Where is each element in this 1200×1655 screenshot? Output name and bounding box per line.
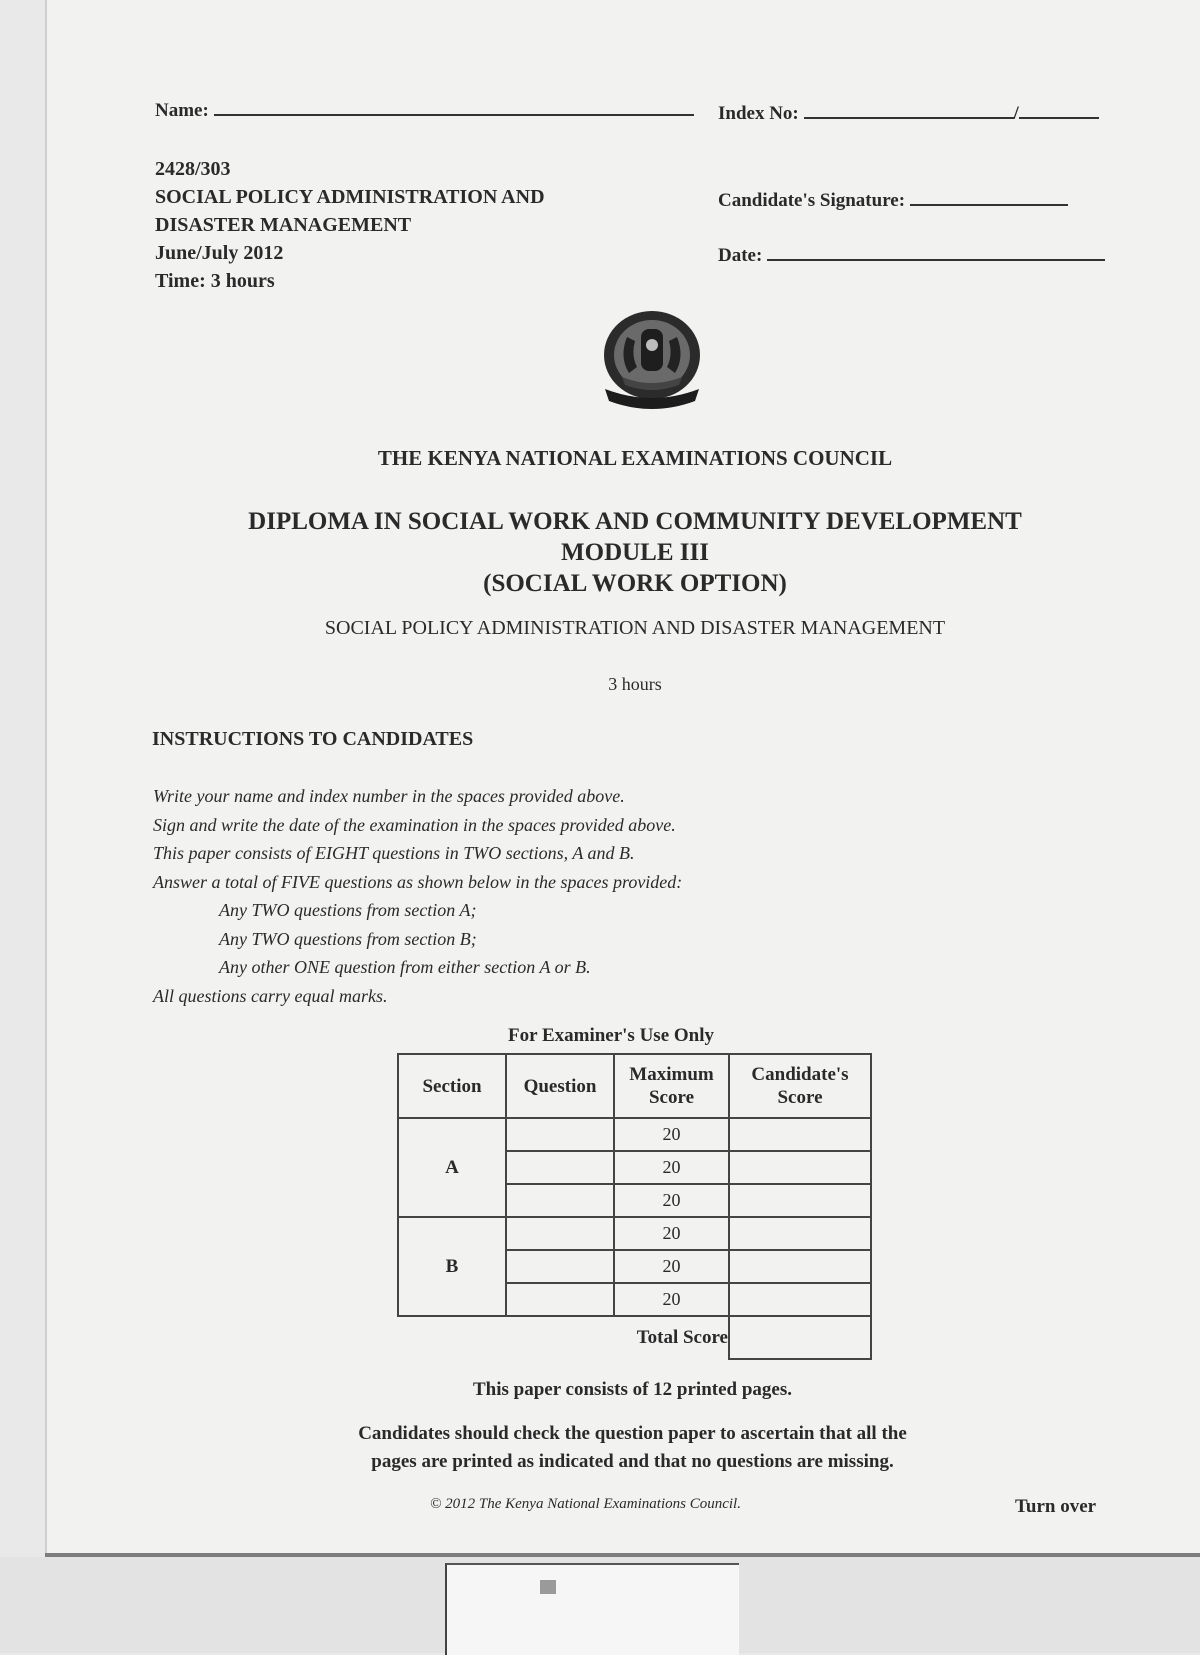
signature-line[interactable] — [910, 204, 1068, 206]
header-candidate-score: Candidate's Score — [729, 1054, 871, 1118]
instruction-line: Write your name and index number in the spaces provided above. — [153, 786, 625, 806]
index-field — [718, 103, 1099, 125]
name-field — [155, 100, 694, 122]
candidate-score-cell[interactable] — [729, 1184, 871, 1217]
header-question: Question — [506, 1054, 614, 1118]
question-cell[interactable] — [506, 1250, 614, 1283]
subject-title: SOCIAL POLICY ADMINISTRATION AND DISASTER MANAGEMENT — [324, 617, 946, 639]
council-name: THE KENYA NATIONAL EXAMINATIONS COUNCIL — [377, 446, 893, 470]
name-line[interactable] — [214, 114, 694, 116]
index-slash: / — [1013, 103, 1019, 124]
diploma-title — [0, 506, 1200, 599]
coat-of-arms-icon — [597, 307, 707, 417]
question-cell[interactable] — [506, 1118, 614, 1151]
instruction-line: This paper consists of EIGHT questions in TWO sections, A and B. — [153, 843, 635, 863]
index-check-line[interactable] — [1019, 117, 1099, 119]
max-score-cell: 20 — [614, 1283, 729, 1316]
page-edge — [45, 1553, 1200, 1557]
candidate-score-cell[interactable] — [729, 1250, 871, 1283]
check-note-line2: pages are printed as indicated and that no questions are missing. — [371, 1451, 894, 1472]
question-cell[interactable] — [506, 1184, 614, 1217]
name-label: Name: — [155, 100, 209, 121]
check-note-line1: Candidates should check the question paper to ascertain that all the — [358, 1423, 907, 1444]
total-row — [398, 1316, 871, 1359]
instruction-line: All questions carry equal marks. — [153, 985, 388, 1006]
question-cell[interactable] — [506, 1151, 614, 1184]
instruction-line: Any TWO questions from section A; — [219, 900, 477, 920]
time: Time: 3 hours — [155, 270, 275, 292]
date-label: Date: — [718, 245, 763, 266]
date-line[interactable] — [767, 259, 1105, 261]
candidate-score-cell[interactable] — [729, 1283, 871, 1316]
paper-code: 2428/303 — [155, 158, 231, 180]
score-table-caption: For Examiner's Use Only — [508, 1025, 715, 1046]
turn-over: Turn over — [1015, 1496, 1097, 1517]
score-table — [397, 1053, 872, 1360]
section-a-cell: A — [398, 1118, 506, 1217]
session: June/July 2012 — [155, 242, 284, 264]
paper-meta — [155, 155, 545, 295]
max-score-cell: 20 — [614, 1250, 729, 1283]
max-score-cell: 20 — [614, 1184, 729, 1217]
diploma-line1: DIPLOMA IN SOCIAL WORK AND COMMUNITY DEVELOPMENT — [248, 508, 1022, 535]
header-maximum-score: Maximum Score — [614, 1054, 729, 1118]
total-score-cell[interactable] — [729, 1316, 871, 1359]
index-line[interactable] — [804, 117, 1014, 119]
next-page-edge — [445, 1563, 739, 1655]
copyright: © 2012 The Kenya National Examinations Council. — [430, 1496, 741, 1512]
question-cell[interactable] — [506, 1217, 614, 1250]
paper-title-line2: DISASTER MANAGEMENT — [155, 214, 412, 236]
instruction-line: Answer a total of FIVE questions as shown below in the spaces provided: — [153, 871, 683, 892]
candidate-score-cell[interactable] — [729, 1217, 871, 1250]
candidate-score-cell[interactable] — [729, 1118, 871, 1151]
instructions-list — [153, 782, 682, 1010]
check-note — [0, 1420, 1200, 1476]
instruction-line: Any other ONE question from either section A or B. — [219, 957, 591, 977]
paper-title-line1: SOCIAL POLICY ADMINISTRATION AND — [155, 186, 545, 208]
max-score-cell: 20 — [614, 1217, 729, 1250]
table-row — [398, 1217, 871, 1250]
table-header-row — [398, 1054, 871, 1118]
signature-field — [718, 190, 1068, 212]
instruction-line: Sign and write the date of the examination in the spaces provided above. — [153, 814, 676, 835]
header-section: Section — [398, 1054, 506, 1118]
date-field — [718, 245, 1105, 267]
candidate-score-cell[interactable] — [729, 1151, 871, 1184]
section-b-cell: B — [398, 1217, 506, 1316]
total-score-label: Total Score — [636, 1327, 728, 1348]
instructions-heading: INSTRUCTIONS TO CANDIDATES — [152, 728, 474, 750]
index-label: Index No: — [718, 103, 799, 124]
image-placeholder-icon — [540, 1580, 556, 1594]
signature-label: Candidate's Signature: — [718, 190, 906, 211]
duration: 3 hours — [608, 674, 662, 694]
max-score-cell: 20 — [614, 1118, 729, 1151]
max-score-cell: 20 — [614, 1151, 729, 1184]
question-cell[interactable] — [506, 1283, 614, 1316]
pages-note: This paper consists of 12 printed pages. — [472, 1379, 792, 1400]
table-row — [398, 1118, 871, 1151]
diploma-line3: (SOCIAL WORK OPTION) — [483, 570, 787, 597]
instruction-line: Any TWO questions from section B; — [219, 928, 477, 949]
diploma-line2: MODULE III — [561, 539, 709, 566]
